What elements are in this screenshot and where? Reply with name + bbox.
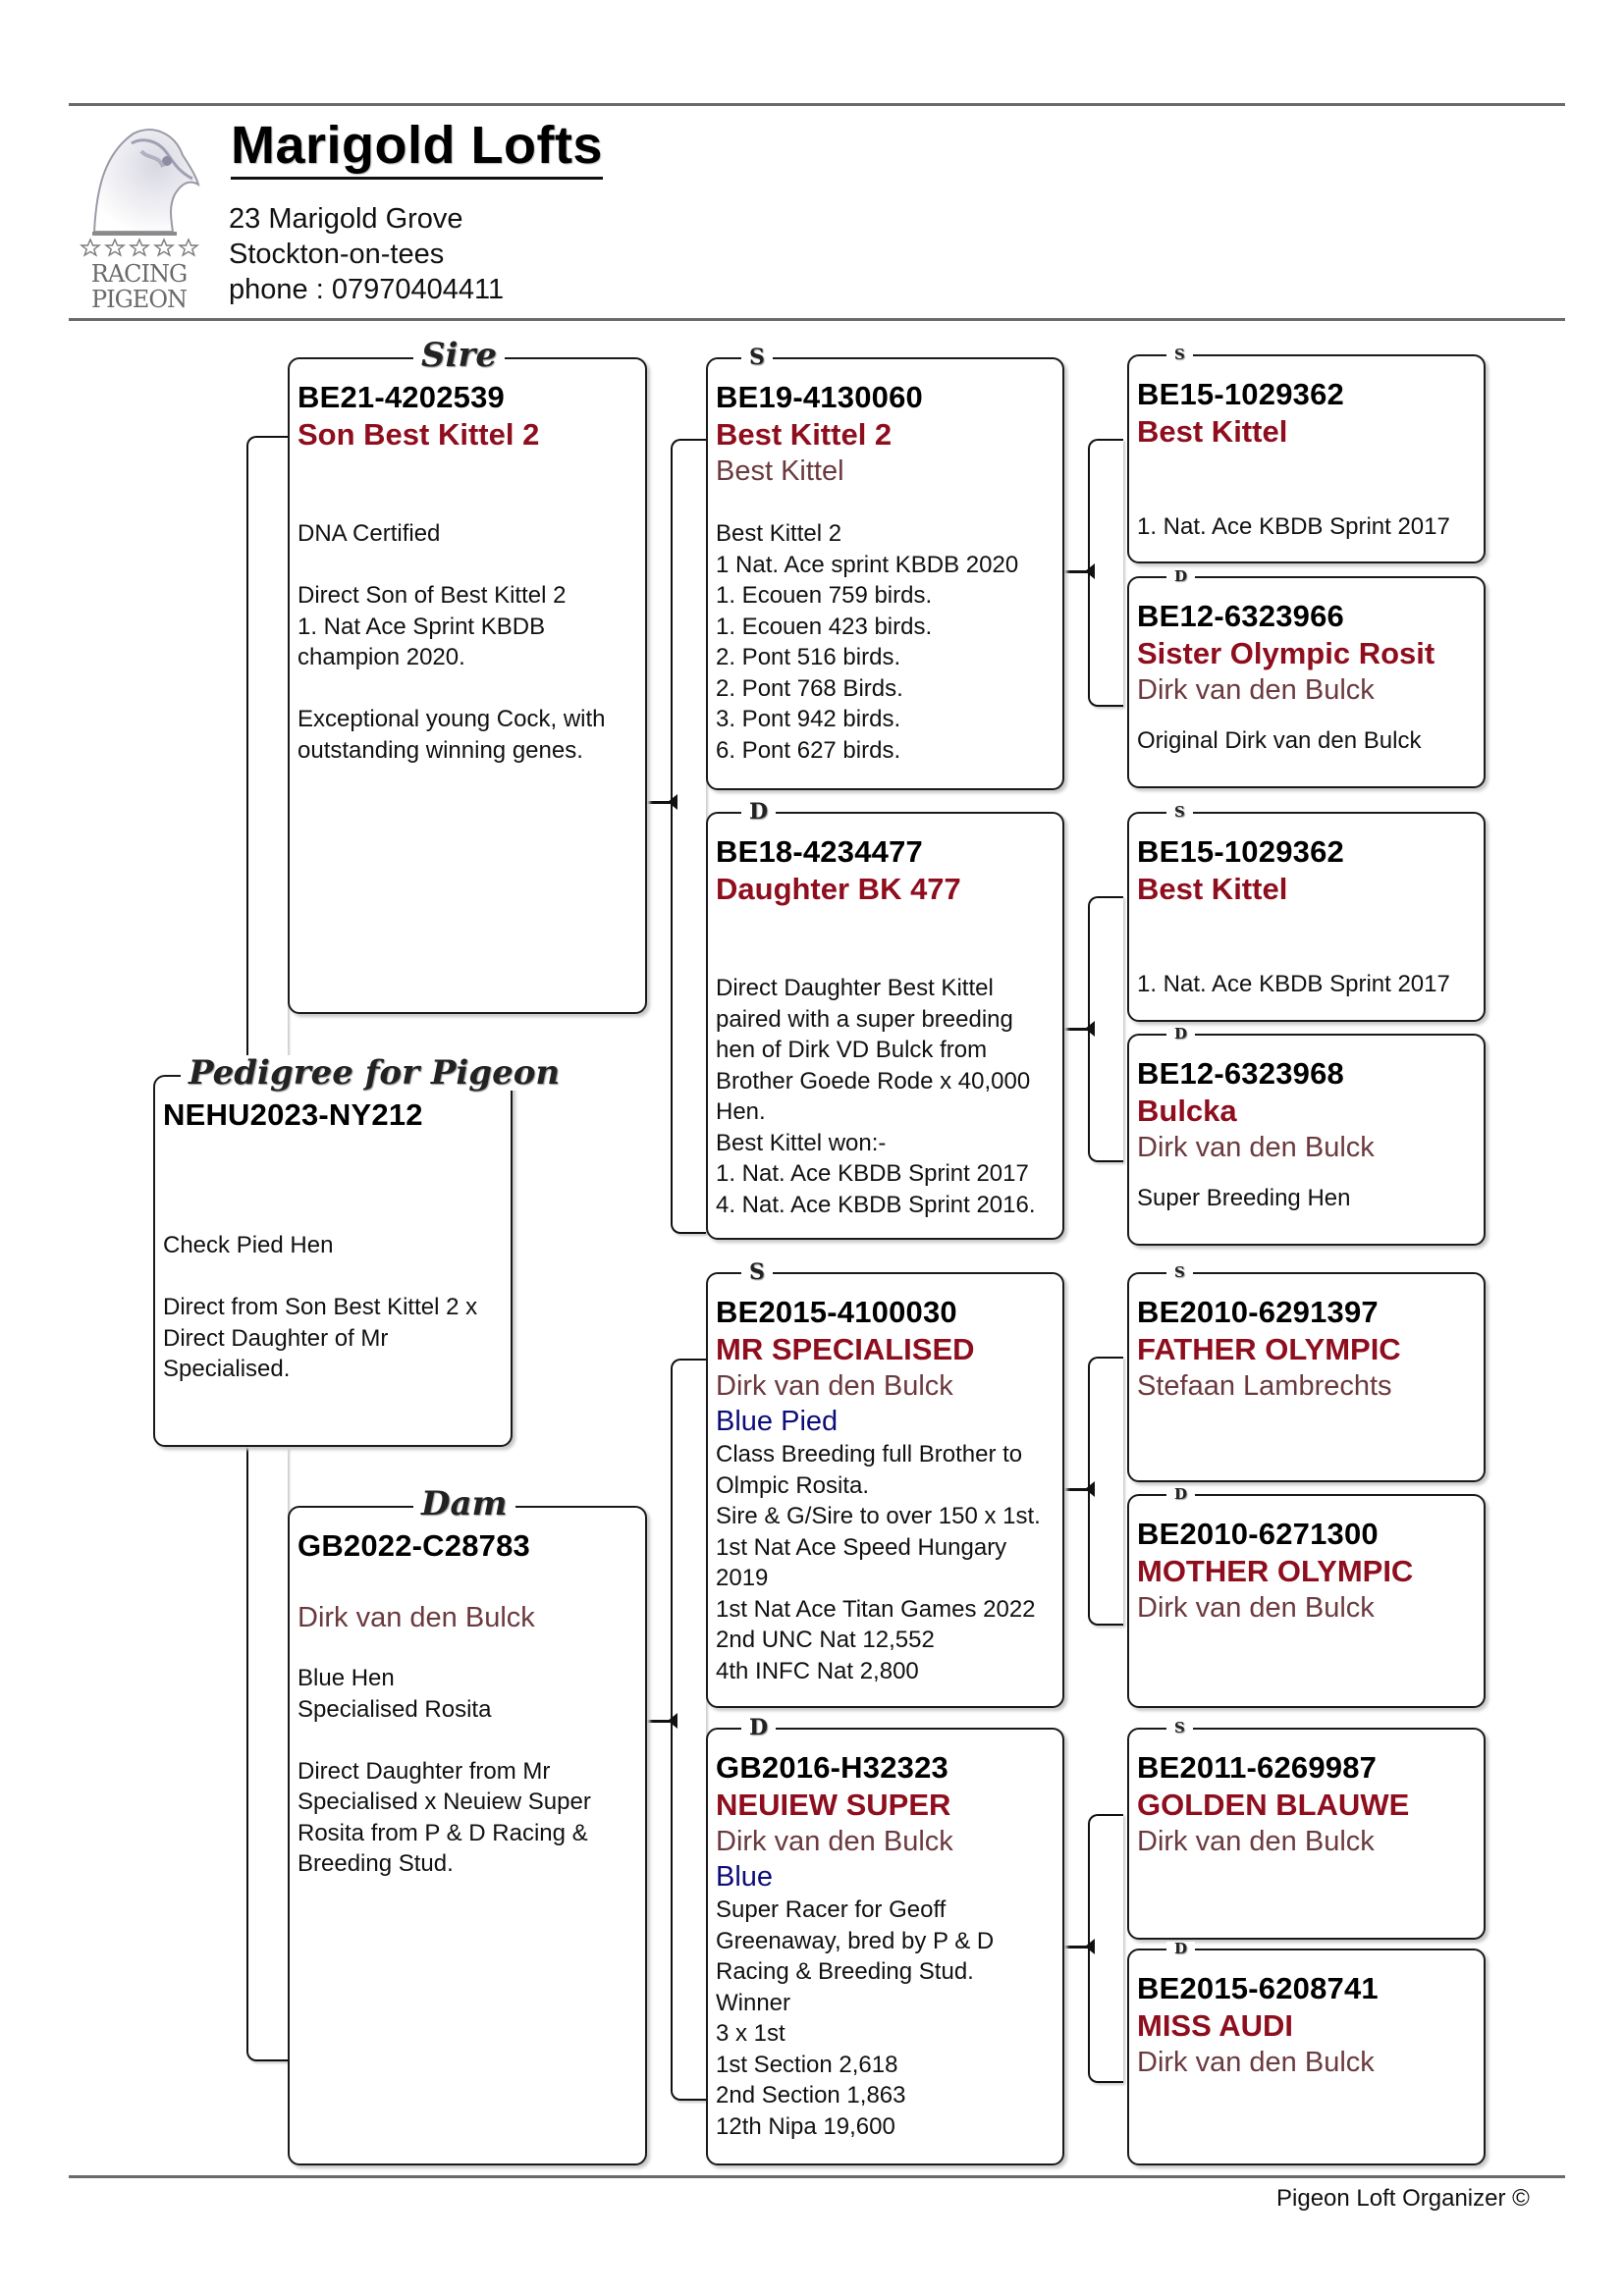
grandparent-name: MR SPECIALISED [716,1332,975,1366]
ggp-breeder: Dirk van den Bulck [1137,674,1375,706]
racing-pigeon-logo [73,116,205,312]
d-label: D [741,801,776,823]
junction-arrow-icon [1085,1021,1095,1037]
ggp-name: MOTHER OLYMPIC [1137,1554,1414,1588]
junction-arrow-icon [668,1713,677,1729]
great-granddam-card[interactable] [1127,1485,1486,1708]
grandparent-notes: Direct Daughter Best Kittel paired with a super breeding hen of Dirk VD Bulck from Brother Goede Rode x 40,000 Hen. Best Kittel won:- 1. Nat. Ace KBDB Sprint 2017 4. Nat. Ace KBDB Sprint 2016. [716,975,1036,1218]
dam-ring: GB2022-C28783 [298,1528,530,1563]
subject-ring: NEHU2023-NY212 [163,1097,423,1132]
ggp-ring: BE12-6323966 [1137,599,1344,633]
grandparent-breeder: Dirk van den Bulck [716,1826,953,1857]
d-label: D [741,1717,776,1738]
ggp-breeder: Stefaan Lambrechts [1137,1370,1392,1402]
address-line-1: 23 Marigold Grove [229,203,463,235]
dam-card[interactable] [288,1484,647,2165]
ggp-breeder: Dirk van den Bulck [1137,1132,1375,1163]
d-label: D [1166,569,1195,584]
ggp-ring: BE2015-6208741 [1137,1971,1379,2005]
ggp-name: Best Kittel [1137,872,1288,906]
s-label: S [1166,1721,1193,1735]
granddam-card[interactable] [706,1715,1064,2165]
grandparent-ring: BE2015-4100030 [716,1295,957,1329]
sire-notes: DNA Certified Direct Son of Best Kittel 2 1. Nat Ace Sprint KBDB champion 2020. Exceptional young Cock, with outstanding winning genes. [298,520,606,764]
ggp-name: FATHER OLYMPIC [1137,1332,1401,1366]
junction-arrow-icon [1085,1481,1095,1497]
grandparent-ring: BE19-4130060 [716,380,923,414]
sire-label: Sire [413,338,505,373]
great-grandsire-card[interactable] [1127,1719,1486,1940]
junction-arrow-icon [1085,563,1095,579]
great-grandsire-card[interactable] [1127,1263,1486,1482]
ggp-notes: 1. Nat. Ace KBDB Sprint 2017 [1137,971,1450,997]
logo-text-racing: RACING [90,260,188,288]
loft-name: Marigold Lofts [231,116,603,180]
s-label: S [1166,805,1193,820]
ggp-notes: 1. Nat. Ace KBDB Sprint 2017 [1137,513,1450,540]
grandparent-name: Best Kittel 2 [716,417,893,452]
ggp-breeder: Dirk van den Bulck [1137,1592,1375,1624]
ggp-breeder: Dirk van den Bulck [1137,2047,1375,2078]
sire-card[interactable] [288,336,647,1014]
address-line-2: Stockton-on-tees [229,239,445,270]
sire-name: Son Best Kittel 2 [298,417,540,452]
ggp-name: Best Kittel [1137,414,1288,449]
ggp-name: MISS AUDI [1137,2008,1294,2043]
dam-notes: Blue Hen Specialised Rosita Direct Daughter from Mr Specialised x Neuiew Super Rosita from P & D Racing & Breeding Stud. [298,1665,591,1877]
pigeon-head-icon [73,116,205,261]
great-granddam-card[interactable] [1127,567,1486,788]
bracket-sire-parents [671,439,706,1234]
ggp-ring: BE2011-6269987 [1137,1750,1378,1785]
granddam-card[interactable] [706,799,1064,1240]
logo-text-pigeon: PIGEON [91,286,187,313]
great-granddam-card[interactable] [1127,1940,1486,2165]
ggp-breeder: Dirk van den Bulck [1137,1826,1375,1857]
ggp-ring: BE2010-6271300 [1137,1517,1379,1551]
great-granddam-card[interactable] [1127,1025,1486,1246]
footer-rule [69,2175,1565,2178]
grandparent-color: Blue [716,1861,774,1893]
d-label: D [1166,1487,1195,1502]
grandparent-name: Daughter BK 477 [716,872,961,906]
grandparent-notes: Class Breeding full Brother to Olmpic Rosita. Sire & G/Sire to over 150 x 1st. 1st Nat Ace Speed Hungary 2019 1st Nat Ace Titan Games 2022 2nd UNC Nat 12,552 4th INFC Nat 2,800 [716,1441,1041,1684]
grandsire-card[interactable] [706,1259,1064,1708]
grandparent-name: NEUIEW SUPER [716,1788,951,1822]
star-rating-icon [81,240,197,255]
sire-ring: BE21-4202539 [298,380,505,414]
s-label: S [1166,347,1193,362]
header-bottom-rule [69,318,1565,321]
ggp-notes: Super Breeding Hen [1137,1185,1351,1211]
phone: phone : 07970404411 [229,274,505,305]
ggp-ring: BE15-1029362 [1137,834,1344,869]
grandparent-notes: Super Racer for Geoff Greenaway, bred by P & D Racing & Breeding Stud. Winner 3 x 1st 1st Section 2,618 2nd Section 1,863 12th Nipa 19,600 [716,1896,995,2140]
footer-credit: Pigeon Loft Organizer © [1276,2185,1530,2212]
grandparent-breeder: Dirk van den Bulck [716,1370,953,1402]
s-label: S [741,1261,773,1283]
grandparent-breeder: Best Kittel [716,455,844,487]
grandparent-ring: BE18-4234477 [716,834,923,869]
ggp-name: Bulcka [1137,1094,1237,1128]
bracket-subject-sire [246,436,288,1077]
ggp-name: GOLDEN BLAUWE [1137,1788,1410,1822]
ggp-ring: BE15-1029362 [1137,377,1344,411]
ggp-ring: BE12-6323968 [1137,1056,1344,1091]
s-label: S [1166,1265,1193,1280]
junction-arrow-icon [1085,1939,1095,1954]
ggp-name: Sister Olympic Rosit [1137,636,1435,670]
great-grandsire-card[interactable] [1127,803,1486,1022]
bracket-subject-dam [246,1447,288,2061]
s-label: S [741,347,773,368]
dam-breeder: Dirk van den Bulck [298,1602,535,1633]
junction-arrow-icon [668,794,677,810]
subject-card[interactable] [153,1053,561,1447]
great-grandsire-card[interactable] [1127,346,1486,563]
grandparent-ring: GB2016-H32323 [716,1750,948,1785]
subject-label: Pedigree for Pigeon [181,1055,568,1091]
bracket-dam-parents [671,1359,706,2101]
grandparent-color: Blue Pied [716,1406,839,1437]
ggp-ring: BE2010-6291397 [1137,1295,1379,1329]
ggp-notes: Original Dirk van den Bulck [1137,727,1422,754]
header-top-rule [69,103,1565,106]
subject-notes: Check Pied Hen Direct from Son Best Kittel 2 x Direct Daughter of Mr Specialised. [163,1232,478,1382]
grandparent-notes: Best Kittel 2 1 Nat. Ace sprint KBDB 2020 1. Ecouen 759 birds. 1. Ecouen 423 birds. 2. Pont 516 birds. 2. Pont 768 Birds. 3. Pont 942 birds. 6. Pont 627 birds. [716,520,1019,764]
dam-label: Dam [413,1486,515,1522]
d-label: D [1166,1942,1195,1956]
d-label: D [1166,1027,1195,1041]
grandsire-card[interactable] [706,345,1064,790]
